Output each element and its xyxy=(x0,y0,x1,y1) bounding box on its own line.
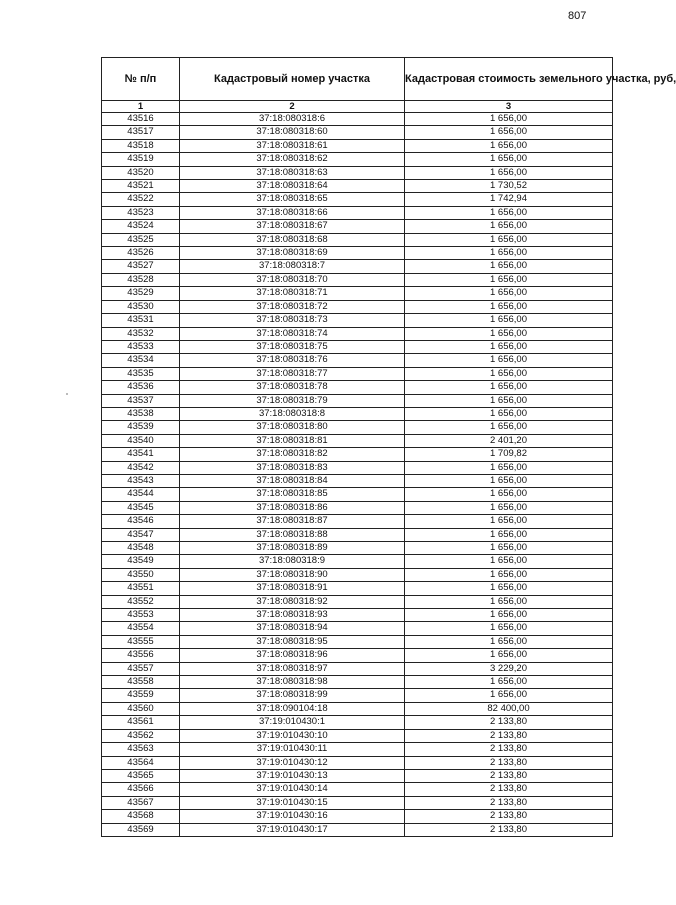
cadastral-value-cell: 1 656,00 xyxy=(405,649,613,662)
table-row xyxy=(102,367,613,380)
table-row xyxy=(102,622,613,635)
table-body xyxy=(102,113,613,837)
row-number-cell: 43564 xyxy=(102,756,180,769)
cadastral-number-cell: 37:18:080318:62 xyxy=(180,153,405,166)
cadastral-number-cell: 37:18:080318:8 xyxy=(180,407,405,420)
table-row xyxy=(102,515,613,528)
cadastral-value-cell: 1 709,82 xyxy=(405,448,613,461)
cadastral-number-cell: 37:18:080318:76 xyxy=(180,354,405,367)
row-number-cell: 43553 xyxy=(102,609,180,622)
table-row xyxy=(102,153,613,166)
cadastral-number-cell: 37:19:010430:1 xyxy=(180,716,405,729)
row-number-cell: 43566 xyxy=(102,783,180,796)
cadastral-value-cell: 1 656,00 xyxy=(405,582,613,595)
header-cadastral-value: Кадастровая стоимость земельного участка, руб, xyxy=(405,58,613,101)
cadastral-number-cell: 37:18:080318:94 xyxy=(180,622,405,635)
cadastral-value-cell: 1 656,00 xyxy=(405,367,613,380)
cadastral-value-cell: 1 656,00 xyxy=(405,676,613,689)
cadastral-value-cell: 1 656,00 xyxy=(405,327,613,340)
cadastral-value-cell: 1 656,00 xyxy=(405,153,613,166)
cadastral-number-cell: 37:18:080318:99 xyxy=(180,689,405,702)
table-row xyxy=(102,649,613,662)
cadastral-value-cell: 1 656,00 xyxy=(405,139,613,152)
row-number-cell: 43537 xyxy=(102,394,180,407)
row-number-cell: 43552 xyxy=(102,595,180,608)
cadastral-value-cell: 2 133,80 xyxy=(405,756,613,769)
row-number-cell: 43525 xyxy=(102,233,180,246)
row-number-cell: 43523 xyxy=(102,206,180,219)
table-row xyxy=(102,260,613,273)
table-row xyxy=(102,113,613,126)
row-number-cell: 43540 xyxy=(102,434,180,447)
table-row xyxy=(102,381,613,394)
cadastral-value-cell: 1 656,00 xyxy=(405,314,613,327)
table-row xyxy=(102,810,613,823)
cadastral-value-cell: 1 656,00 xyxy=(405,206,613,219)
table-row xyxy=(102,407,613,420)
cadastral-value-cell: 2 133,80 xyxy=(405,810,613,823)
cadastral-value-cell: 1 656,00 xyxy=(405,381,613,394)
table-row xyxy=(102,273,613,286)
cadastral-number-cell: 37:18:080318:77 xyxy=(180,367,405,380)
header-cadastral-number: Кадастровый номер участка xyxy=(180,58,405,101)
row-number-cell: 43530 xyxy=(102,300,180,313)
row-number-cell: 43539 xyxy=(102,421,180,434)
cadastral-value-cell: 1 656,00 xyxy=(405,515,613,528)
row-number-cell: 43545 xyxy=(102,501,180,514)
table-row xyxy=(102,314,613,327)
cadastral-value-cell: 2 133,80 xyxy=(405,729,613,742)
table-row xyxy=(102,769,613,782)
cadastral-value-cell: 1 656,00 xyxy=(405,689,613,702)
cadastral-number-cell: 37:18:080318:7 xyxy=(180,260,405,273)
row-number-cell: 43544 xyxy=(102,488,180,501)
cadastral-number-cell: 37:18:080318:97 xyxy=(180,662,405,675)
cadastral-value-cell: 1 656,00 xyxy=(405,461,613,474)
cadastral-number-cell: 37:18:080318:81 xyxy=(180,434,405,447)
row-number-cell: 43563 xyxy=(102,743,180,756)
row-number-cell: 43528 xyxy=(102,273,180,286)
column-number-1: 1 xyxy=(102,101,180,113)
cadastral-value-cell: 1 656,00 xyxy=(405,635,613,648)
cadastral-number-cell: 37:19:010430:16 xyxy=(180,810,405,823)
table-row xyxy=(102,501,613,514)
table-row xyxy=(102,716,613,729)
cadastral-value-cell: 1 656,00 xyxy=(405,247,613,260)
header-number: № п/п xyxy=(102,58,180,101)
row-number-cell: 43556 xyxy=(102,649,180,662)
table-row xyxy=(102,609,613,622)
cadastral-value-cell: 1 656,00 xyxy=(405,126,613,139)
row-number-cell: 43543 xyxy=(102,474,180,487)
cadastral-number-cell: 37:18:080318:71 xyxy=(180,287,405,300)
row-number-cell: 43568 xyxy=(102,810,180,823)
cadastral-number-cell: 37:18:080318:64 xyxy=(180,180,405,193)
cadastral-value-cell: 1 656,00 xyxy=(405,622,613,635)
table-row xyxy=(102,568,613,581)
row-number-cell: 43536 xyxy=(102,381,180,394)
cadastral-number-cell: 37:19:010430:12 xyxy=(180,756,405,769)
row-number-cell: 43562 xyxy=(102,729,180,742)
cadastral-value-cell: 1 656,00 xyxy=(405,595,613,608)
cadastral-value-cell: 2 133,80 xyxy=(405,769,613,782)
table-row xyxy=(102,354,613,367)
table-row xyxy=(102,193,613,206)
cadastral-value-cell: 1 656,00 xyxy=(405,501,613,514)
table-row xyxy=(102,126,613,139)
cadastral-value-cell: 3 229,20 xyxy=(405,662,613,675)
cadastral-value-cell: 1 656,00 xyxy=(405,260,613,273)
cadastral-number-cell: 37:19:010430:10 xyxy=(180,729,405,742)
table-row xyxy=(102,206,613,219)
column-number-3: 3 xyxy=(405,101,613,113)
row-number-cell: 43558 xyxy=(102,676,180,689)
cadastral-number-cell: 37:18:080318:83 xyxy=(180,461,405,474)
row-number-cell: 43549 xyxy=(102,555,180,568)
cadastral-number-cell: 37:18:090104:18 xyxy=(180,702,405,715)
cadastral-value-cell: 1 656,00 xyxy=(405,340,613,353)
table-row xyxy=(102,729,613,742)
page-number: 807 xyxy=(568,10,587,22)
table-row xyxy=(102,448,613,461)
table-row xyxy=(102,233,613,246)
row-number-cell: 43538 xyxy=(102,407,180,420)
row-number-cell: 43541 xyxy=(102,448,180,461)
table-row xyxy=(102,676,613,689)
cadastral-value-cell: 2 133,80 xyxy=(405,783,613,796)
cadastral-number-cell: 37:18:080318:73 xyxy=(180,314,405,327)
cadastral-number-cell: 37:18:080318:84 xyxy=(180,474,405,487)
cadastral-number-cell: 37:18:080318:6 xyxy=(180,113,405,126)
row-number-cell: 43548 xyxy=(102,542,180,555)
cadastral-number-cell: 37:18:080318:80 xyxy=(180,421,405,434)
cadastral-number-cell: 37:18:080318:93 xyxy=(180,609,405,622)
cadastral-number-cell: 37:18:080318:88 xyxy=(180,528,405,541)
table-row xyxy=(102,783,613,796)
cadastral-value-cell: 1 656,00 xyxy=(405,528,613,541)
cadastral-number-cell: 37:18:080318:89 xyxy=(180,542,405,555)
cadastral-number-cell: 37:18:080318:87 xyxy=(180,515,405,528)
table-row xyxy=(102,689,613,702)
row-number-cell: 43517 xyxy=(102,126,180,139)
table-row xyxy=(102,166,613,179)
table-row xyxy=(102,139,613,152)
cadastral-number-cell: 37:18:080318:85 xyxy=(180,488,405,501)
cadastral-number-cell: 37:18:080318:90 xyxy=(180,568,405,581)
row-number-cell: 43535 xyxy=(102,367,180,380)
cadastral-number-cell: 37:19:010430:17 xyxy=(180,823,405,836)
cadastral-number-cell: 37:18:080318:96 xyxy=(180,649,405,662)
row-number-cell: 43555 xyxy=(102,635,180,648)
row-number-cell: 43534 xyxy=(102,354,180,367)
cadastral-value-table xyxy=(101,57,676,837)
header-row xyxy=(102,58,613,101)
row-number-cell: 43524 xyxy=(102,220,180,233)
row-number-cell: 43569 xyxy=(102,823,180,836)
table-row xyxy=(102,434,613,447)
table-row xyxy=(102,287,613,300)
cadastral-number-cell: 37:19:010430:13 xyxy=(180,769,405,782)
cadastral-number-cell: 37:18:080318:68 xyxy=(180,233,405,246)
cadastral-value-cell: 1 656,00 xyxy=(405,474,613,487)
row-number-cell: 43551 xyxy=(102,582,180,595)
cadastral-number-cell: 37:18:080318:92 xyxy=(180,595,405,608)
table-row xyxy=(102,542,613,555)
cadastral-number-cell: 37:18:080318:70 xyxy=(180,273,405,286)
row-number-cell: 43533 xyxy=(102,340,180,353)
row-number-cell: 43567 xyxy=(102,796,180,809)
cadastral-number-cell: 37:19:010430:11 xyxy=(180,743,405,756)
table-row xyxy=(102,421,613,434)
table-row xyxy=(102,635,613,648)
cadastral-value-cell: 1 656,00 xyxy=(405,568,613,581)
cadastral-number-cell: 37:18:080318:86 xyxy=(180,501,405,514)
row-number-cell: 43557 xyxy=(102,662,180,675)
cadastral-number-cell: 37:18:080318:98 xyxy=(180,676,405,689)
row-number-cell: 43527 xyxy=(102,260,180,273)
cadastral-value-cell: 1 656,00 xyxy=(405,421,613,434)
cadastral-number-cell: 37:18:080318:75 xyxy=(180,340,405,353)
table-row xyxy=(102,743,613,756)
cadastral-value-cell: 2 133,80 xyxy=(405,716,613,729)
cadastral-number-cell: 37:18:080318:78 xyxy=(180,381,405,394)
cadastral-number-cell: 37:18:080318:91 xyxy=(180,582,405,595)
row-number-cell: 43521 xyxy=(102,180,180,193)
cadastral-number-cell: 37:18:080318:74 xyxy=(180,327,405,340)
column-number-row xyxy=(102,101,613,113)
cadastral-number-cell: 37:18:080318:79 xyxy=(180,394,405,407)
row-number-cell: 43529 xyxy=(102,287,180,300)
cadastral-number-cell: 37:18:080318:60 xyxy=(180,126,405,139)
cadastral-value-cell: 1 656,00 xyxy=(405,394,613,407)
row-number-cell: 43526 xyxy=(102,247,180,260)
cadastral-value-cell: 1 656,00 xyxy=(405,300,613,313)
row-number-cell: 43554 xyxy=(102,622,180,635)
row-number-cell: 43547 xyxy=(102,528,180,541)
table-row xyxy=(102,340,613,353)
row-number-cell: 43550 xyxy=(102,568,180,581)
cadastral-value-cell: 1 656,00 xyxy=(405,113,613,126)
cadastral-number-cell: 37:18:080318:66 xyxy=(180,206,405,219)
row-number-cell: 43518 xyxy=(102,139,180,152)
cadastral-value-cell: 1 656,00 xyxy=(405,609,613,622)
table-row xyxy=(102,702,613,715)
cadastral-value-cell: 1 656,00 xyxy=(405,542,613,555)
row-number-cell: 43516 xyxy=(102,113,180,126)
row-number-cell: 43532 xyxy=(102,327,180,340)
cadastral-value-cell: 2 401,20 xyxy=(405,434,613,447)
cadastral-value-cell: 1 742,94 xyxy=(405,193,613,206)
row-number-cell: 43561 xyxy=(102,716,180,729)
cadastral-number-cell: 37:18:080318:95 xyxy=(180,635,405,648)
row-number-cell: 43546 xyxy=(102,515,180,528)
cadastral-value-cell: 2 133,80 xyxy=(405,823,613,836)
table-row xyxy=(102,796,613,809)
row-number-cell: 43565 xyxy=(102,769,180,782)
cadastral-number-cell: 37:19:010430:14 xyxy=(180,783,405,796)
row-number-cell: 43559 xyxy=(102,689,180,702)
table-row xyxy=(102,823,613,836)
row-number-cell: 43560 xyxy=(102,702,180,715)
cadastral-number-cell: 37:18:080318:63 xyxy=(180,166,405,179)
row-number-cell: 43522 xyxy=(102,193,180,206)
cadastral-value-cell: 1 656,00 xyxy=(405,273,613,286)
row-number-cell: 43520 xyxy=(102,166,180,179)
scan-speck xyxy=(66,393,68,395)
row-number-cell: 43542 xyxy=(102,461,180,474)
row-number-cell: 43531 xyxy=(102,314,180,327)
table-row xyxy=(102,474,613,487)
table-row xyxy=(102,300,613,313)
cadastral-value-cell: 1 656,00 xyxy=(405,166,613,179)
cadastral-number-cell: 37:18:080318:69 xyxy=(180,247,405,260)
table-row xyxy=(102,180,613,193)
cadastral-value-cell: 82 400,00 xyxy=(405,702,613,715)
table-row xyxy=(102,247,613,260)
cadastral-number-cell: 37:18:080318:9 xyxy=(180,555,405,568)
cadastral-value-cell: 1 656,00 xyxy=(405,488,613,501)
cadastral-number-cell: 37:18:080318:65 xyxy=(180,193,405,206)
table-row xyxy=(102,220,613,233)
cadastral-value-cell: 1 656,00 xyxy=(405,220,613,233)
cadastral-value-cell: 1 730,52 xyxy=(405,180,613,193)
cadastral-value-cell: 1 656,00 xyxy=(405,407,613,420)
cadastral-number-cell: 37:18:080318:72 xyxy=(180,300,405,313)
cadastral-number-cell: 37:18:080318:61 xyxy=(180,139,405,152)
cadastral-value-cell: 2 133,80 xyxy=(405,743,613,756)
cadastral-value-cell: 1 656,00 xyxy=(405,354,613,367)
table-row xyxy=(102,528,613,541)
cadastral-value-cell: 1 656,00 xyxy=(405,555,613,568)
table-row xyxy=(102,662,613,675)
column-number-2: 2 xyxy=(180,101,405,113)
cadastral-value-cell: 2 133,80 xyxy=(405,796,613,809)
cadastral-number-cell: 37:19:010430:15 xyxy=(180,796,405,809)
table-row xyxy=(102,394,613,407)
table-row xyxy=(102,327,613,340)
table-row xyxy=(102,555,613,568)
table-row xyxy=(102,582,613,595)
table-row xyxy=(102,488,613,501)
table-row xyxy=(102,461,613,474)
cadastral-value-cell: 1 656,00 xyxy=(405,233,613,246)
cadastral-value-cell: 1 656,00 xyxy=(405,287,613,300)
row-number-cell: 43519 xyxy=(102,153,180,166)
cadastral-number-cell: 37:18:080318:67 xyxy=(180,220,405,233)
cadastral-number-cell: 37:18:080318:82 xyxy=(180,448,405,461)
table-row xyxy=(102,595,613,608)
table-row xyxy=(102,756,613,769)
